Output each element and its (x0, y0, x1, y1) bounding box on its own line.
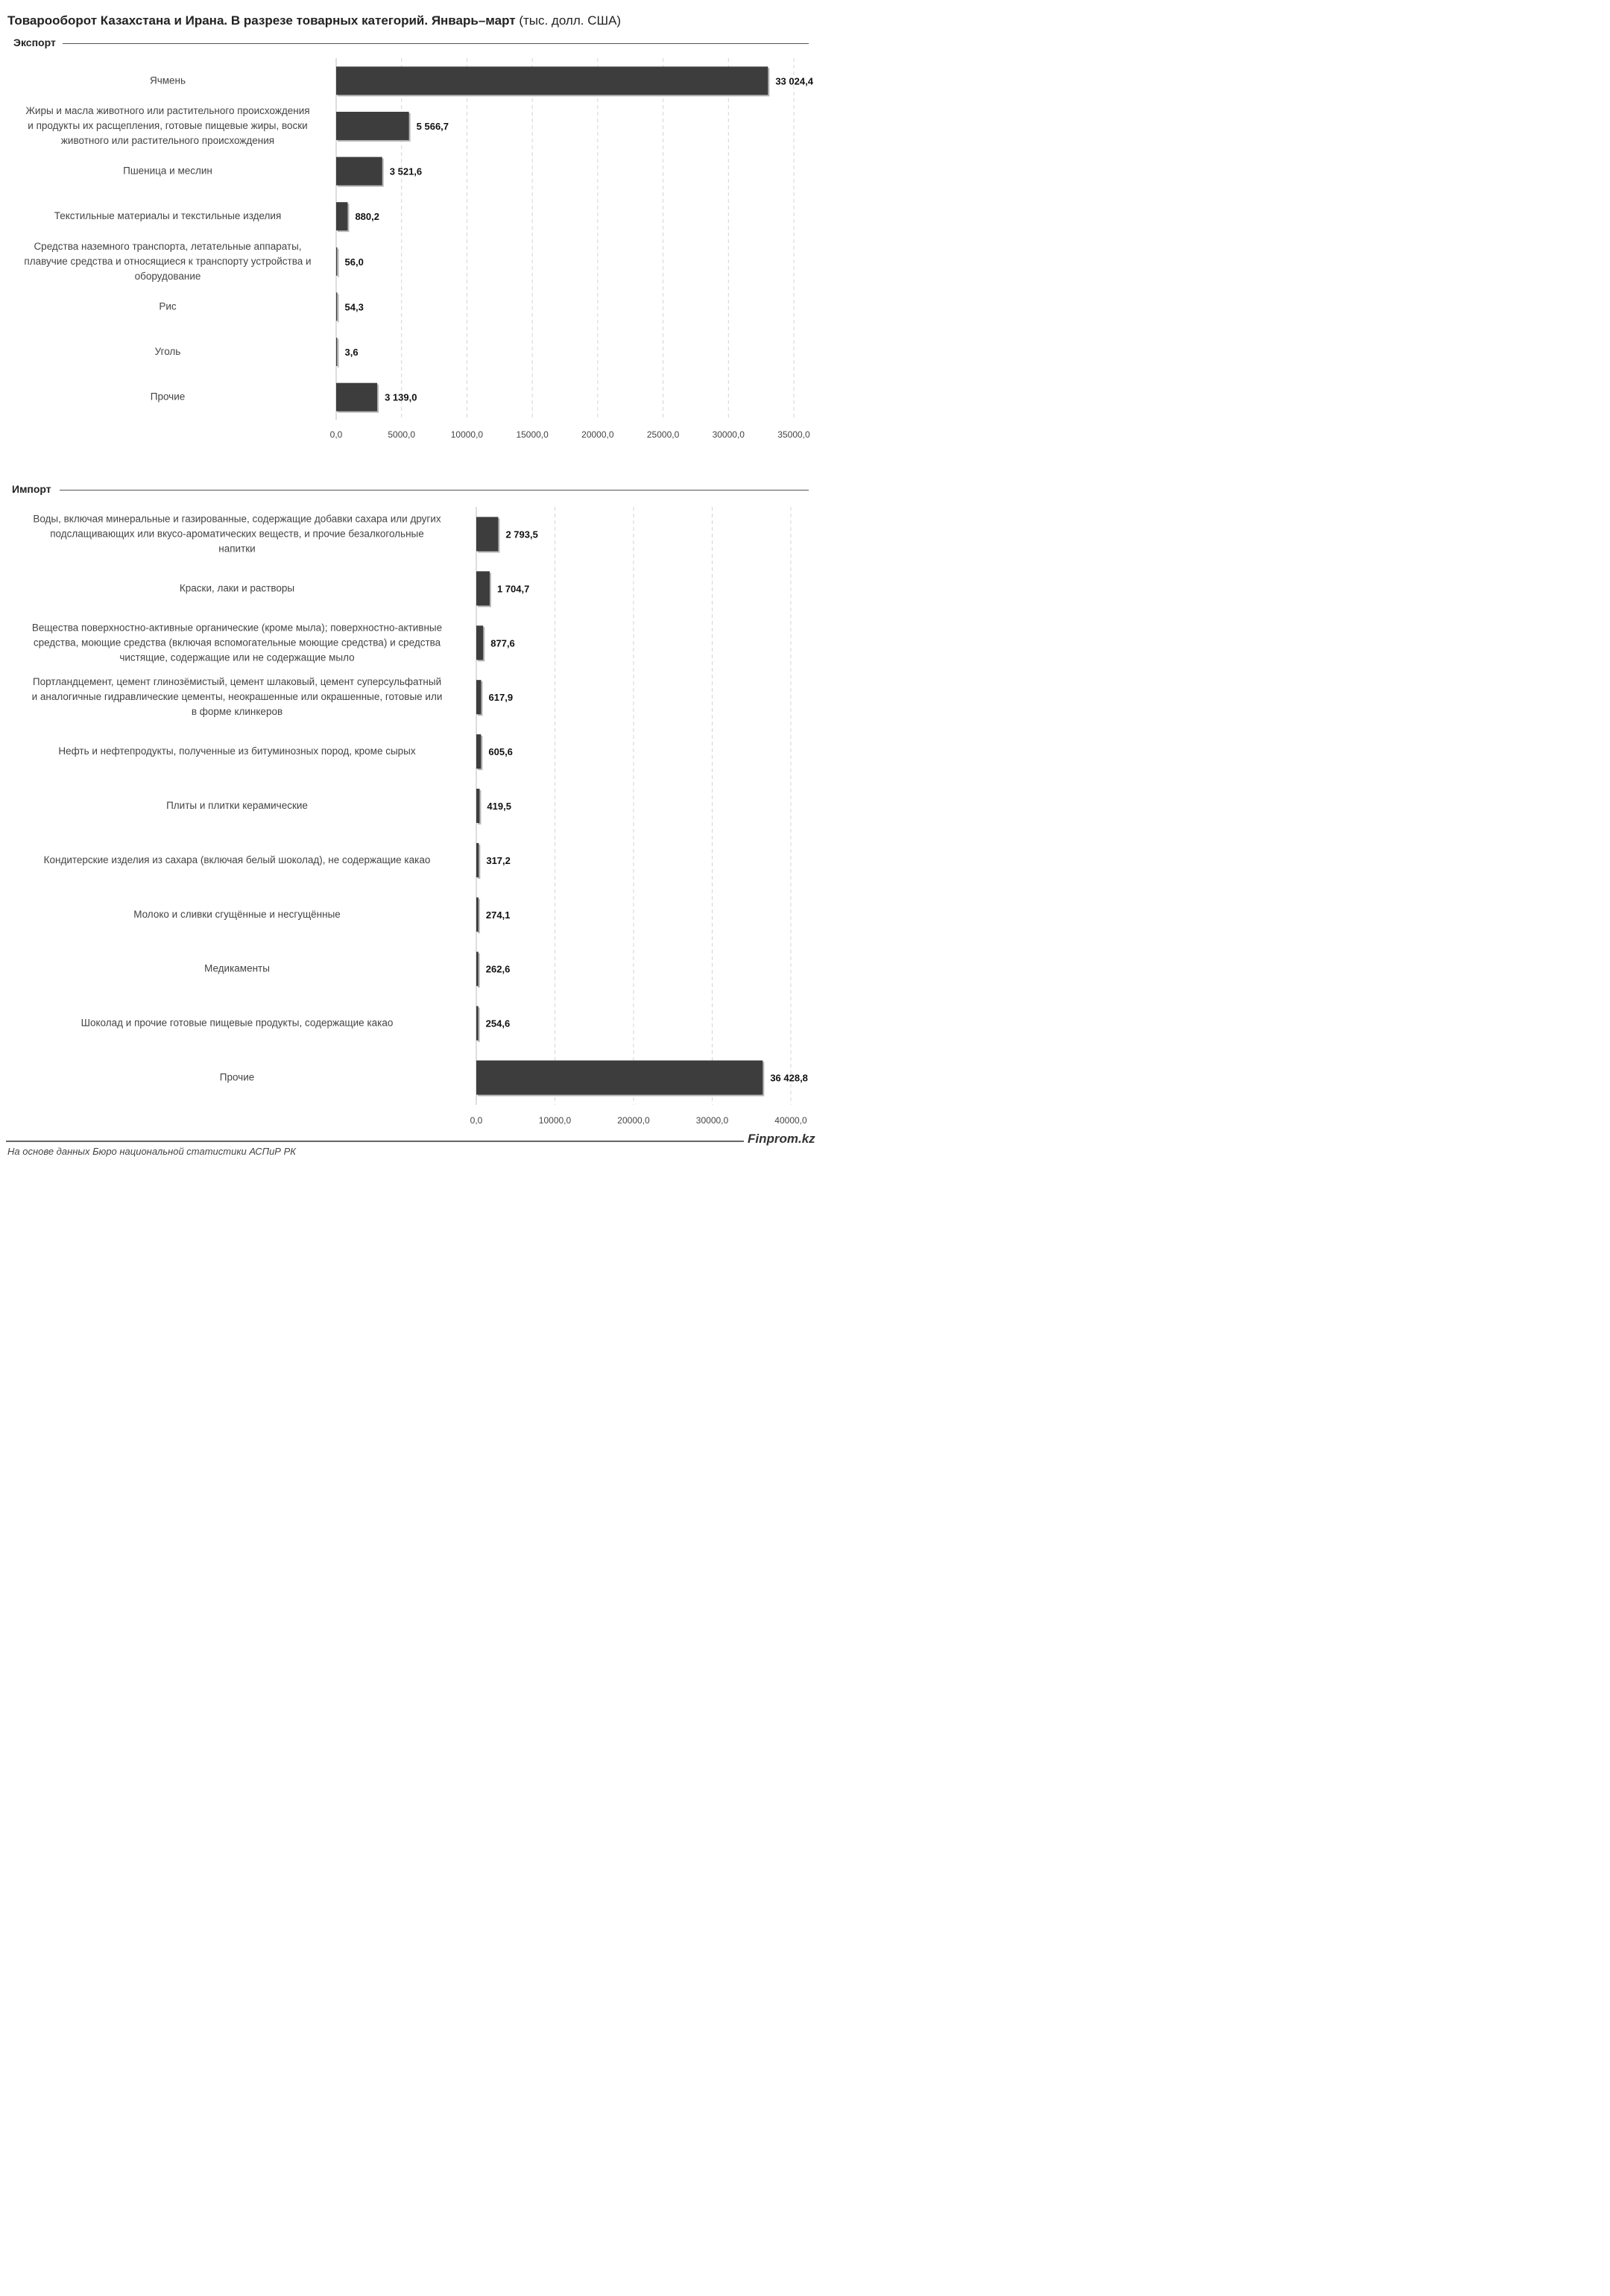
export-category-label: Рис (159, 300, 177, 312)
export-value-label: 3,6 (344, 347, 359, 359)
import-bar (476, 571, 490, 605)
export-tick-label: 5000,0 (388, 429, 416, 440)
export-category-label: и продукты их расщепления, готовые пищевые жиры, воски (28, 119, 308, 131)
import-bar (476, 517, 498, 551)
import-category-label: Прочие (219, 1071, 255, 1083)
import-bar (476, 1006, 479, 1041)
export-tick-label: 25000,0 (646, 429, 680, 440)
import-value-label: 877,6 (490, 637, 515, 649)
export-tick-label: 0,0 (329, 429, 343, 440)
import-category-label: напитки (218, 543, 256, 555)
import-tick-label: 30000,0 (695, 1115, 729, 1126)
export-section-label: Экспорт (13, 37, 56, 48)
export-tick-label: 10000,0 (450, 429, 484, 440)
export-value-label: 3 521,6 (389, 165, 423, 177)
export-category-label: Жиры и масла животного или растительного происхождения (25, 104, 310, 116)
footer-rule (6, 1141, 744, 1142)
chart-title-unit: (тыс. долл. США) (519, 13, 622, 28)
import-category-label: Шоколад и прочие готовые пищевые продукты, содержащие какао (80, 1017, 394, 1029)
import-bar (476, 734, 481, 769)
import-category-label: Вещества поверхностно-активные органические (кроме мыла); поверхностно-активные (31, 622, 443, 634)
import-value-label: 605,6 (488, 746, 513, 758)
export-value-label: 5 566,7 (416, 120, 449, 132)
import-category-label: Нефть и нефтепродукты, полученные из битуминозных пород, кроме сырых (58, 745, 416, 757)
import-value-label: 262,6 (485, 963, 511, 975)
export-value-label: 3 139,0 (385, 391, 417, 403)
import-category-label: и аналогичные гидравлические цементы, неокрашенные или окрашенные, готовые или (31, 691, 443, 703)
import-category-label: Медикаменты (204, 962, 270, 974)
import-tick-label: 10000,0 (538, 1115, 572, 1126)
import-value-label: 36 428,8 (770, 1072, 808, 1084)
export-category-label: Прочие (150, 391, 186, 403)
export-category-label: Средства наземного транспорта, летательные аппараты, (34, 240, 302, 252)
export-category-label: животного или растительного происхождения (60, 134, 275, 146)
import-value-label: 2 793,5 (505, 529, 538, 540)
export-value-label: 33 024,4 (775, 75, 813, 87)
import-bar (476, 680, 482, 714)
import-tick-label: 20000,0 (617, 1115, 650, 1126)
export-category-label: оборудование (134, 270, 201, 282)
export-category-label: Пшеница и меслин (123, 165, 212, 177)
export-tick-label: 15000,0 (516, 429, 549, 440)
source-note: На основе данных Бюро национальной статистики АСПиР РК (7, 1146, 296, 1157)
import-category-label: Портландцемент, цемент глинозёмистый, цемент шлаковый, цемент суперсульфатный (32, 676, 442, 688)
import-bar (476, 1061, 763, 1095)
export-value-label: 54,3 (344, 301, 364, 313)
import-value-label: 317,2 (486, 854, 511, 866)
brand-logo: Finprom.kz (748, 1132, 815, 1146)
import-bar-chart (0, 0, 820, 1133)
import-tick-label: 0,0 (470, 1115, 483, 1126)
import-value-label: 1 704,7 (496, 583, 530, 595)
export-category-label: плавучие средства и относящиеся к транспорту устройства и (24, 255, 312, 267)
import-category-label: в форме клинкеров (191, 706, 283, 718)
import-bar (476, 789, 479, 823)
import-category-label: подслащивающих или вкусо-ароматических веществ, и прочие безалкогольные (50, 528, 424, 540)
import-category-label: Краски, лаки и растворы (179, 582, 295, 594)
import-category-label: Плиты и плитки керамические (166, 800, 308, 811)
export-tick-label: 35000,0 (777, 429, 810, 440)
import-section-label: Импорт (12, 483, 51, 495)
import-value-label: 254,6 (485, 1018, 511, 1029)
import-bar (476, 898, 479, 932)
export-category-label: Уголь (154, 346, 181, 358)
export-category-label: Ячмень (149, 75, 186, 86)
export-tick-label: 20000,0 (581, 429, 614, 440)
import-category-label: чистящие, содержащие или не содержащие мыло (119, 652, 355, 663)
import-tick-label: 40000,0 (774, 1115, 807, 1126)
import-bar (476, 625, 483, 660)
import-category-label: Воды, включая минеральные и газированные, содержащие добавки сахара или других (33, 513, 441, 525)
import-value-label: 419,5 (487, 801, 511, 812)
chart-title-main: Товарооборот Казахстана и Ирана. В разрезе товарных категорий. Январь–март (7, 13, 516, 28)
import-value-label: 274,1 (485, 909, 511, 921)
export-value-label: 880,2 (355, 211, 379, 223)
import-category-label: средства, моющие средства (включая вспомогательные моющие средства) и средства (33, 637, 441, 649)
import-bar (476, 843, 479, 877)
import-category-label: Молоко и сливки сгущённые и несгущённые (133, 908, 341, 920)
export-value-label: 56,0 (344, 256, 364, 268)
import-value-label: 617,9 (488, 692, 514, 704)
import-bar (476, 952, 479, 986)
import-category-label: Кондитерские изделия из сахара (включая белый шоколад), не содержащие какао (43, 854, 431, 865)
export-category-label: Текстильные материалы и текстильные изделия (54, 210, 282, 222)
export-tick-label: 30000,0 (712, 429, 745, 440)
